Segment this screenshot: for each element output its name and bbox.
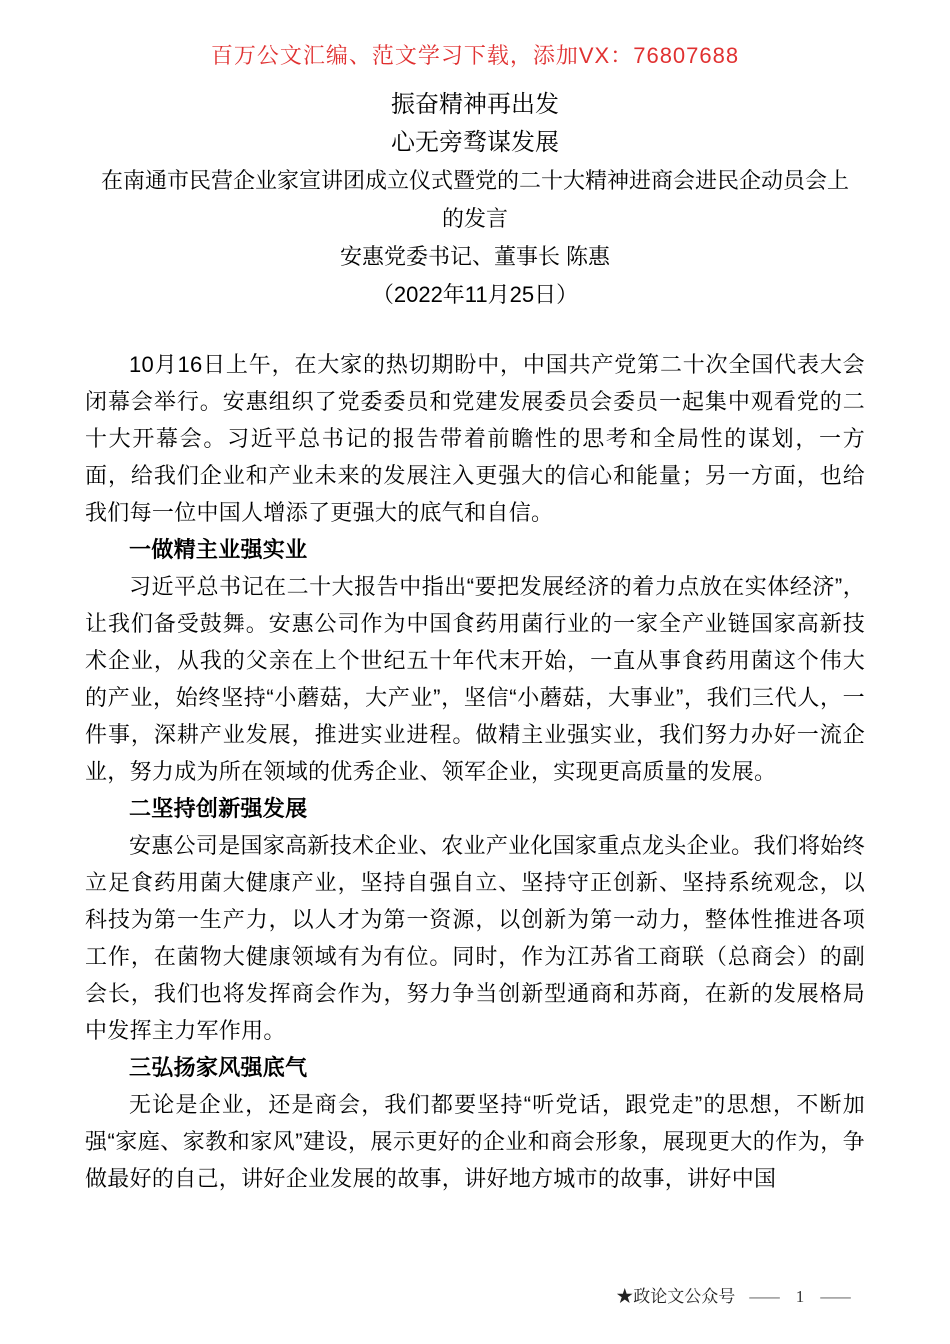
author-line: 安惠党委书记、董事长 陈惠 — [339, 244, 611, 269]
header-notice: 百万公文汇编、范文学习下载，添加VX：76807688 — [210, 43, 740, 68]
section-heading-3: 三弘扬家风强底气 — [129, 1055, 308, 1080]
subtitle-line-1: 在南通市民营企业家宣讲团成立仪式暨党的二十大精神进商会进民企动员会上 — [100, 168, 849, 193]
document-body — [85, 346, 865, 1197]
section-heading-1: 一做精主业强实业 — [129, 537, 308, 562]
page-number: 1 — [795, 1287, 805, 1306]
subtitle-line-2: 的发言 — [441, 206, 508, 231]
paragraph-section-2: 安惠公司是国家高新技术企业、农业产业化国家重点龙头企业。我们将始终立足食药用菌大健康产业，坚持自强自立、坚持守正创新、坚持系统观念，以科技为第一生产力，以人才为第一资源，以创新为第一动力，整体性推进各项工作，在菌物大健康领域有为有位。同时，作为江苏省工商联（总商会）的副会长，我们也将发挥商会作为，努力争当创新型通商和苏商，在新的发展格局中发挥主力军作用。 — [85, 833, 865, 1043]
section-heading-2: 二坚持创新强发展 — [129, 796, 308, 821]
title-line-1: 振奋精神再出发 — [391, 91, 559, 118]
footer-dash-right: — — [820, 1287, 851, 1306]
page-footer — [616, 1286, 851, 1308]
date-line: （2022年11月25日） — [371, 282, 579, 307]
footer-dash-left: — — [749, 1287, 780, 1306]
paragraph-section-1: 习近平总书记在二十大报告中指出“要把发展经济的着力点放在实体经济”，让我们备受鼓舞。安惠公司作为中国食药用菌行业的一家全产业链国家高新技术企业，从我的父亲在上个世纪五十年代末开始，一直从事食药用菌这个伟大的产业，始终坚持“小蘑菇，大产业”，坚信“小蘑菇，大事业”，我们三代人，一件事，深耕产业发展，推进实业进程。做精主业强实业，我们努力办好一流企业，努力成为所在领域的优秀企业、领军企业，实现更高质量的发展。 — [85, 574, 865, 784]
paragraph-intro: 10月16日上午，在大家的热切期盼中，中国共产党第二十次全国代表大会闭幕会举行。安惠组织了党委委员和党建发展委员会委员一起集中观看党的二十大开幕会。习近平总书记的报告带着前瞻性的思考和全局性的谋划，一方面，给我们企业和产业未来的发展注入更强大的信心和能量；另一方面，也给我们每一位中国人增添了更强大的底气和自信。 — [85, 352, 865, 525]
paragraph-section-3: 无论是企业，还是商会，我们都要坚持“听党话，跟党走”的思想，不断加强“家庭、家教和家风”建设，展示更好的企业和商会形象，展现更大的作为，争做最好的自己，讲好企业发展的故事，讲好地方城市的故事，讲好中国 — [85, 1092, 865, 1191]
title-line-2: 心无旁骛谋发展 — [391, 129, 559, 156]
title-block — [85, 86, 865, 314]
footer-source-label: ★政论文公众号 — [616, 1287, 736, 1306]
